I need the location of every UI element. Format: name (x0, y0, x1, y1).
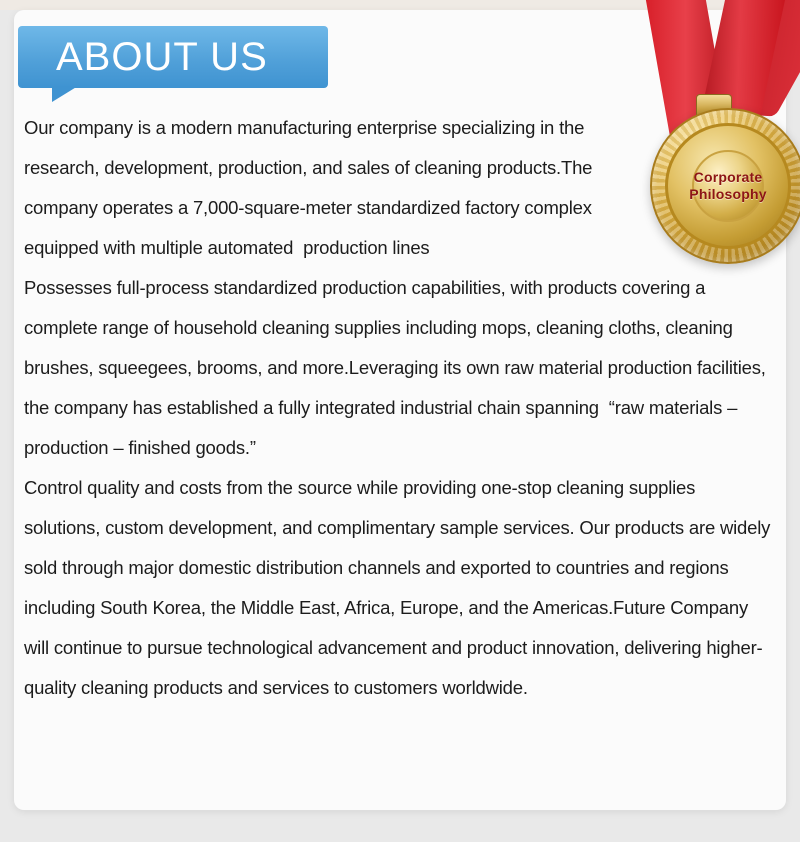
page-title: ABOUT US (56, 35, 268, 79)
paragraph-2: Possesses full-process standardized production capabilities, with products covering a complete range of household cleaning supplies including mops, cleaning cloths, cleaning brushes, squeegees, brooms, and more.Leveraging its own raw material production facilities, the company has established a fully integrated industrial chain spanning “raw materials – production – finished goods.” (24, 277, 771, 458)
paragraph-1: Our company is a modern manufacturing enterprise specializing in the research, development, production, and sales of cleaning products.The company operates a 7,000-square-meter standardized factory complex equipped with multiple automated production lines (24, 117, 598, 258)
about-us-body (24, 108, 776, 708)
paragraph-3: Control quality and costs from the source while providing one-stop cleaning supplies solutions, custom development, and complimentary sample services. Our products are widely sold through major domestic distribution channels and exported to countries and regions including South Korea, the Middle East, Africa, Europe, and the Americas.Future Company will continue to pursue technological advancement and product innovation, delivering higher-quality cleaning products and services to customers worldwide. (24, 477, 776, 698)
medal-badge-line-2: Philosophy (689, 186, 767, 202)
medal-badge-line-1: Corporate (693, 169, 763, 185)
section-heading-banner (18, 26, 328, 88)
